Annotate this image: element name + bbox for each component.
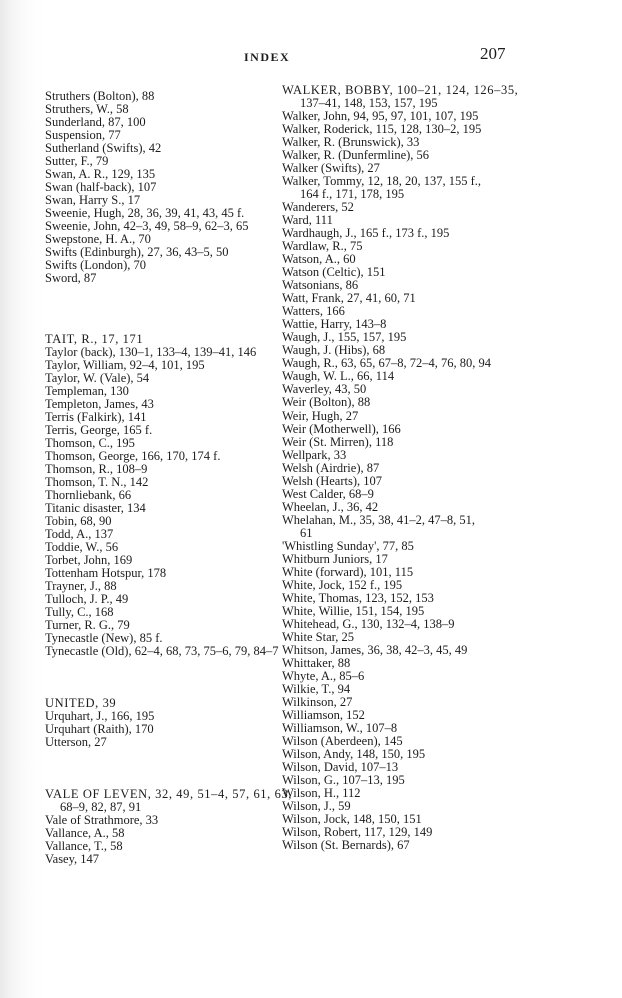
index-entry: Tobin, 68, 90 [45,514,112,529]
index-entry: Wilkinson, 27 [282,694,353,709]
index-entry: Wardlaw, R., 75 [282,239,363,254]
index-entry: Wilson, J., 59 [282,799,351,814]
index-entry: 'Whistling Sunday', 77, 85 [282,538,414,553]
index-entry: Williamson, 152 [282,707,365,722]
index-entry: Weir (Motherwell), 166 [282,421,401,436]
index-entry: Thomson, George, 166, 170, 174 f. [45,449,221,464]
index-entry: Templeton, James, 43 [45,397,154,412]
index-entry: Sunderland, 87, 100 [45,115,146,130]
index-entry: VALE OF LEVEN, 32, 49, 51–4, 57, 61, 63, [45,787,293,801]
index-entry: Thornliebank, 66 [45,488,132,503]
index-entry: Whyte, A., 85–6 [282,668,365,683]
index-entry: Walker (Swifts), 27 [282,161,380,176]
index-entry: Swan, Harry S., 17 [45,193,141,208]
index-entry: Walker, Tommy, 12, 18, 20, 137, 155 f., [282,174,481,189]
running-head: INDEX [244,50,291,64]
index-entry: Turner, R. G., 79 [45,618,130,633]
index-entry: West Calder, 68–9 [282,486,374,501]
index-entry: Swepstone, H. A., 70 [45,232,151,247]
index-entry: Wanderers, 52 [282,200,354,215]
index-entry: Trayner, J., 88 [45,579,117,594]
index-entry: Titanic disaster, 134 [45,501,146,516]
index-entry: Swan, A. R., 129, 135 [45,167,156,182]
index-entry: TAIT, R., 17, 171 [45,332,144,346]
index-entry: Terris (Falkirk), 141 [45,410,147,425]
index-entry: Waugh, J., 155, 157, 195 [282,330,407,345]
index-entry: Welsh (Hearts), 107 [282,473,383,488]
index-entry: Wellpark, 33 [282,447,347,462]
index-entry: Sweenie, John, 42–3, 49, 58–9, 62–3, 65 [45,219,249,234]
index-entry: Utterson, 27 [45,735,107,750]
index-entry: Wilson, David, 107–13 [282,760,399,775]
index-entry: Whitehead, G., 130, 132–4, 138–9 [282,616,455,631]
index-entry: Tulloch, J. P., 49 [45,592,129,607]
index-entry: Weir (St. Mirren), 118 [282,434,394,449]
index-entry: Weir (Bolton), 88 [282,395,371,410]
index-entry: Wheelan, J., 36, 42 [282,499,379,514]
index-entry: Todd, A., 137 [45,527,114,542]
index-entry: Watson (Celtic), 151 [282,265,386,280]
index-entry: Struthers (Bolton), 88 [45,89,155,103]
index-entry: Vale of Strathmore, 33 [45,813,159,828]
index-entry: Waverley, 43, 50 [282,382,367,397]
index-entry: Walker, R. (Brunswick), 33 [282,135,420,150]
index-entry: Waugh, J. (Hibs), 68 [282,343,386,358]
index-entry: Thomson, R., 108–9 [45,462,148,477]
index-entry: Watson, A., 60 [282,252,356,267]
index-entry: Sweenie, Hugh, 28, 36, 39, 41, 43, 45 f. [45,206,245,221]
index-entry: Walker, Roderick, 115, 128, 130–2, 195 [282,122,482,137]
index-entry: Sword, 87 [45,271,97,286]
index-entry: White (forward), 101, 115 [282,564,414,579]
index-entry: Watsonians, 86 [282,278,359,293]
index-entry: Terris, George, 165 f. [45,423,153,438]
index-entry: Tottenham Hotspur, 178 [45,566,167,581]
index-entry: Suspension, 77 [45,128,121,143]
index-entry: Wilson, Robert, 117, 129, 149 [282,825,433,840]
index-entry: White Star, 25 [282,629,355,644]
index-entry: Toddie, W., 56 [45,540,119,555]
index-entry: Swan (half-back), 107 [45,180,157,195]
index-entry: Waugh, R., 63, 65, 67–8, 72–4, 76, 80, 94 [282,356,492,371]
index-entry: Vallance, A., 58 [45,826,125,841]
index-entry: Tynecastle (Old), 62–4, 68, 73, 75–6, 79, 84–7 [45,644,279,659]
index-entry: Tully, C., 168 [45,605,114,620]
index-entry: Torbet, John, 169 [45,553,133,568]
index-entry: White, Willie, 151, 154, 195 [282,603,425,618]
index-entry: Vasey, 147 [45,852,100,867]
index-entry: Wilson, Andy, 148, 150, 195 [282,747,426,762]
index-entry: Williamson, W., 107–8 [282,720,398,735]
index-entry: Whitson, James, 36, 38, 42–3, 45, 49 [282,642,468,657]
index-entry: Taylor, W. (Vale), 54 [45,371,150,386]
index-entry: UNITED, 39 [45,696,117,710]
index-entry: Watt, Frank, 27, 41, 60, 71 [282,291,416,306]
index-entry: Swifts (London), 70 [45,258,147,273]
index-entry: Walker, John, 94, 95, 97, 101, 107, 195 [282,109,479,124]
index-entry: Templeman, 130 [45,384,129,399]
index-entry: White, Thomas, 123, 152, 153 [282,590,434,605]
index-entry: Whelahan, M., 35, 38, 41–2, 47–8, 51, [282,512,476,527]
index-entry: Walker, R. (Dunfermline), 56 [282,148,430,163]
index-entry: Waugh, W. L., 66, 114 [282,369,395,384]
index-entry: Urquhart (Raith), 170 [45,722,154,737]
index-entry: Taylor, William, 92–4, 101, 195 [45,358,205,373]
index-entry: Thomson, T. N., 142 [45,475,149,490]
index-entry: Struthers, W., 58 [45,102,129,117]
index-entry: Whitburn Juniors, 17 [282,551,388,566]
index-entry: 164 f., 171, 178, 195 [300,187,405,202]
index-entry: WALKER, BOBBY, 100–21, 124, 126–35, [282,83,519,97]
index-entry: Welsh (Airdrie), 87 [282,460,380,475]
index-entry: Wilson, G., 107–13, 195 [282,773,405,788]
index-entry: Taylor (back), 130–1, 133–4, 139–41, 146 [45,345,257,360]
index-entry: Urquhart, J., 166, 195 [45,709,155,724]
index-entry: Sutherland (Swifts), 42 [45,141,162,156]
index-entry: 61 [300,525,313,540]
index-entry: White, Jock, 152 f., 195 [282,577,403,592]
index-entry: Tynecastle (New), 85 f. [45,631,163,646]
index-entry: Vallance, T., 58 [45,839,123,854]
index-entry: Whittaker, 88 [282,655,351,670]
index-entry: Wilson, Jock, 148, 150, 151 [282,812,422,827]
index-entry: 137–41, 148, 153, 157, 195 [300,96,438,111]
index-entry: 68–9, 82, 87, 91 [60,800,142,815]
index-entry: Wilson (Aberdeen), 145 [282,734,403,748]
index-entry: Sutter, F., 79 [45,154,109,169]
index-entry: Swifts (Edinburgh), 27, 36, 43–5, 50 [45,245,229,260]
index-entry: Watters, 166 [282,304,345,319]
index-entry: Wilson, H., 112 [282,786,361,801]
index-entry: Ward, 111 [282,213,333,228]
index-entry: Wardhaugh, J., 165 f., 173 f., 195 [282,226,450,241]
index-entry: Wilkie, T., 94 [282,681,351,696]
index-entry: Wattie, Harry, 143–8 [282,317,387,332]
index-entry: Wilson (St. Bernards), 67 [282,838,410,853]
index-entry: Weir, Hugh, 27 [282,408,359,423]
index-entry: Thomson, C., 195 [45,436,135,451]
page-number: 207 [480,44,506,63]
